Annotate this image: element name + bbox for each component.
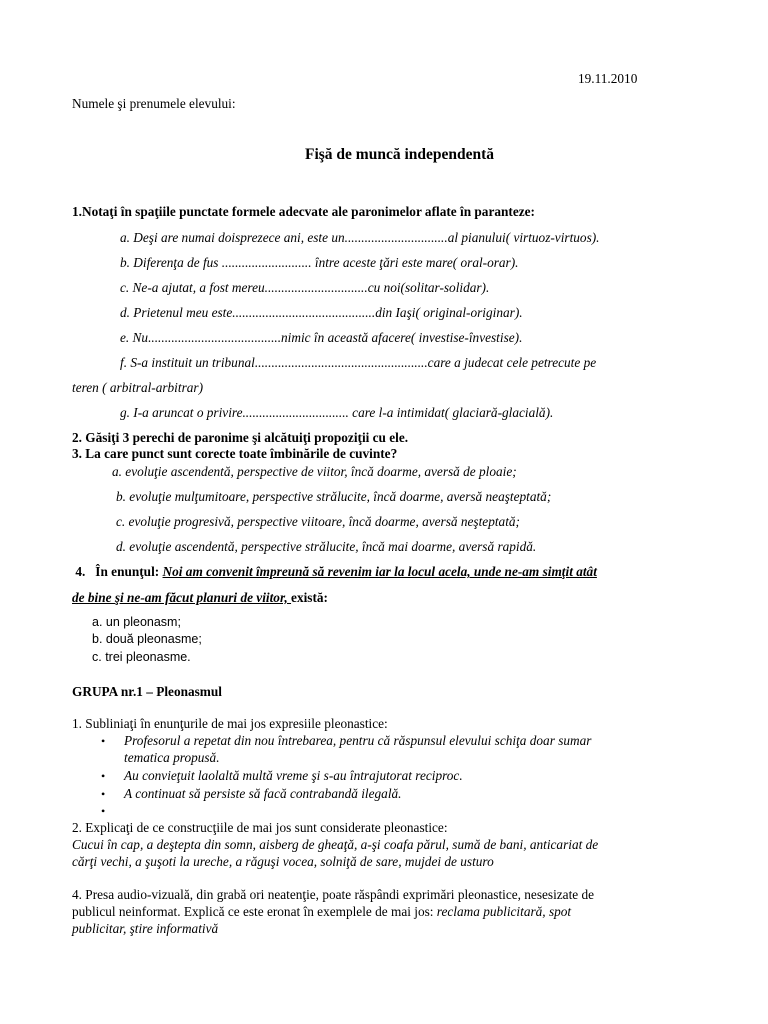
q1-item-a: a. Deşi are numai doisprezece ani, este un...............................al pianului( virtuoz-virtuos). — [120, 230, 600, 245]
ex1-bullet-1: Profesorul a repetat din nou întrebarea, pentru că răspunsul elevului schiţa doar sumar — [124, 733, 592, 748]
ex4-line2-text: publicul neinformat. Explică ce este eronat în exemplele de mai jos: — [72, 904, 437, 919]
q4-option-b: b. două pleonasme; — [92, 632, 202, 646]
q1-heading: 1.Notaţi în spaţiile punctate formele adecvate ale paronimelor aflate în paranteze: — [72, 204, 535, 219]
q4-option-c: c. trei pleonasme. — [92, 650, 191, 664]
q4-option-a: a. un pleonasm; — [92, 615, 181, 629]
q1-item-d: d. Prietenul meu este...........................................din Iaşi( original-originar). — [120, 305, 523, 320]
ex4-line2 — [72, 904, 571, 920]
q1-item-e: e. Nu........................................nimic în această afacere( investise-învestise). — [120, 330, 523, 345]
ex2-text: 2. Explicaţi de ce construcţiile de mai jos sunt considerate pleonastice: — [72, 820, 448, 835]
date: 19.11.2010 — [578, 71, 638, 86]
bullet-icon: • — [101, 787, 106, 801]
q1-item-f-cont: teren ( arbitral-arbitrar) — [72, 380, 203, 395]
q4-line1 — [72, 564, 597, 580]
ex2-items-cont: cărţi vechi, a şuşoti la ureche, a răguşi vocea, solniţă de sare, mujdei de usturo — [72, 854, 494, 869]
group-title: GRUPA nr.1 – Pleonasmul — [72, 684, 222, 699]
ex1-text: 1. Subliniaţi în enunţurile de mai jos expresiile pleonastice: — [72, 716, 388, 731]
q1-item-c: c. Ne-a ajutat, a fost mereu...............................cu noi(solitar-solidar). — [120, 280, 490, 295]
ex1-bullet-1-cont: tematica propusă. — [124, 750, 220, 765]
q1-item-b: b. Diferenţa de fus ........................... între aceste ţări este mare( oral-orar). — [120, 255, 519, 270]
ex4-examples: reclama publicitară, spot — [436, 904, 572, 919]
student-name-label: Numele şi prenumele elevului: — [72, 96, 236, 111]
bullet-icon: • — [101, 804, 106, 818]
ex4-examples-cont: publicitar, ştire informativă — [72, 921, 219, 936]
ex1-bullet-2: Au convieţuit laolaltă multă vreme şi s-au întrajutorat reciproc. — [124, 768, 463, 783]
q2-text: 2. Găsiţi 3 perechi de paronime şi alcătuiţi propoziţii cu ele. — [72, 430, 409, 445]
page-title: Fişă de muncă independentă — [305, 146, 495, 163]
q3-option-a: a. evoluţie ascendentă, perspective de viitor, încă doarme, aversă de ploaie; — [112, 464, 517, 479]
q1-item-g: g. I-a aruncat o privire................................ care l-a intimidat( glaciară-glacială). — [120, 405, 554, 420]
q3-option-b: b. evoluţie mulţumitoare, perspective strălucite, încă doarme, aversă neaşteptată; — [116, 489, 552, 504]
q3-heading: 3. La care punct sunt corecte toate îmbinările de cuvinte? — [72, 446, 398, 461]
ex4-line1: 4. Presa audio-vizuală, din grabă ori neatenţie, poate răspândi exprimări pleonastice, nesesizate de — [72, 887, 595, 902]
q4-suffix: există: — [291, 590, 328, 605]
q4-sentence-part2: de bine şi ne-am făcut planuri de viitor, — [72, 590, 292, 605]
bullet-icon: • — [101, 769, 106, 783]
q4-prefix: 4. În enunţul: — [72, 564, 163, 579]
ex2-items: Cucui în cap, a deştepta din somn, aisberg de gheaţă, a-şi coafa părul, sumă de bani, anticariat de — [72, 837, 599, 852]
ex1-bullet-3: A continuat să persiste să facă contrabandă ilegală. — [124, 786, 402, 801]
q1-item-f: f. S-a instituit un tribunal....................................................care a judecat cele petrecute pe — [120, 355, 597, 370]
q4-sentence-part1: Noi am convenit împreună să revenim iar la locul acela, unde ne-am simţit atât — [162, 564, 597, 579]
q3-option-d: d. evoluţie ascendentă, perspective strălucite, încă mai doarme, aversă rapidă. — [116, 539, 537, 554]
q3-option-c: c. evoluţie progresivă, perspective viitoare, încă doarme, aversă neşteptată; — [116, 514, 520, 529]
q4-line2 — [72, 590, 328, 606]
bullet-icon: • — [101, 734, 106, 748]
